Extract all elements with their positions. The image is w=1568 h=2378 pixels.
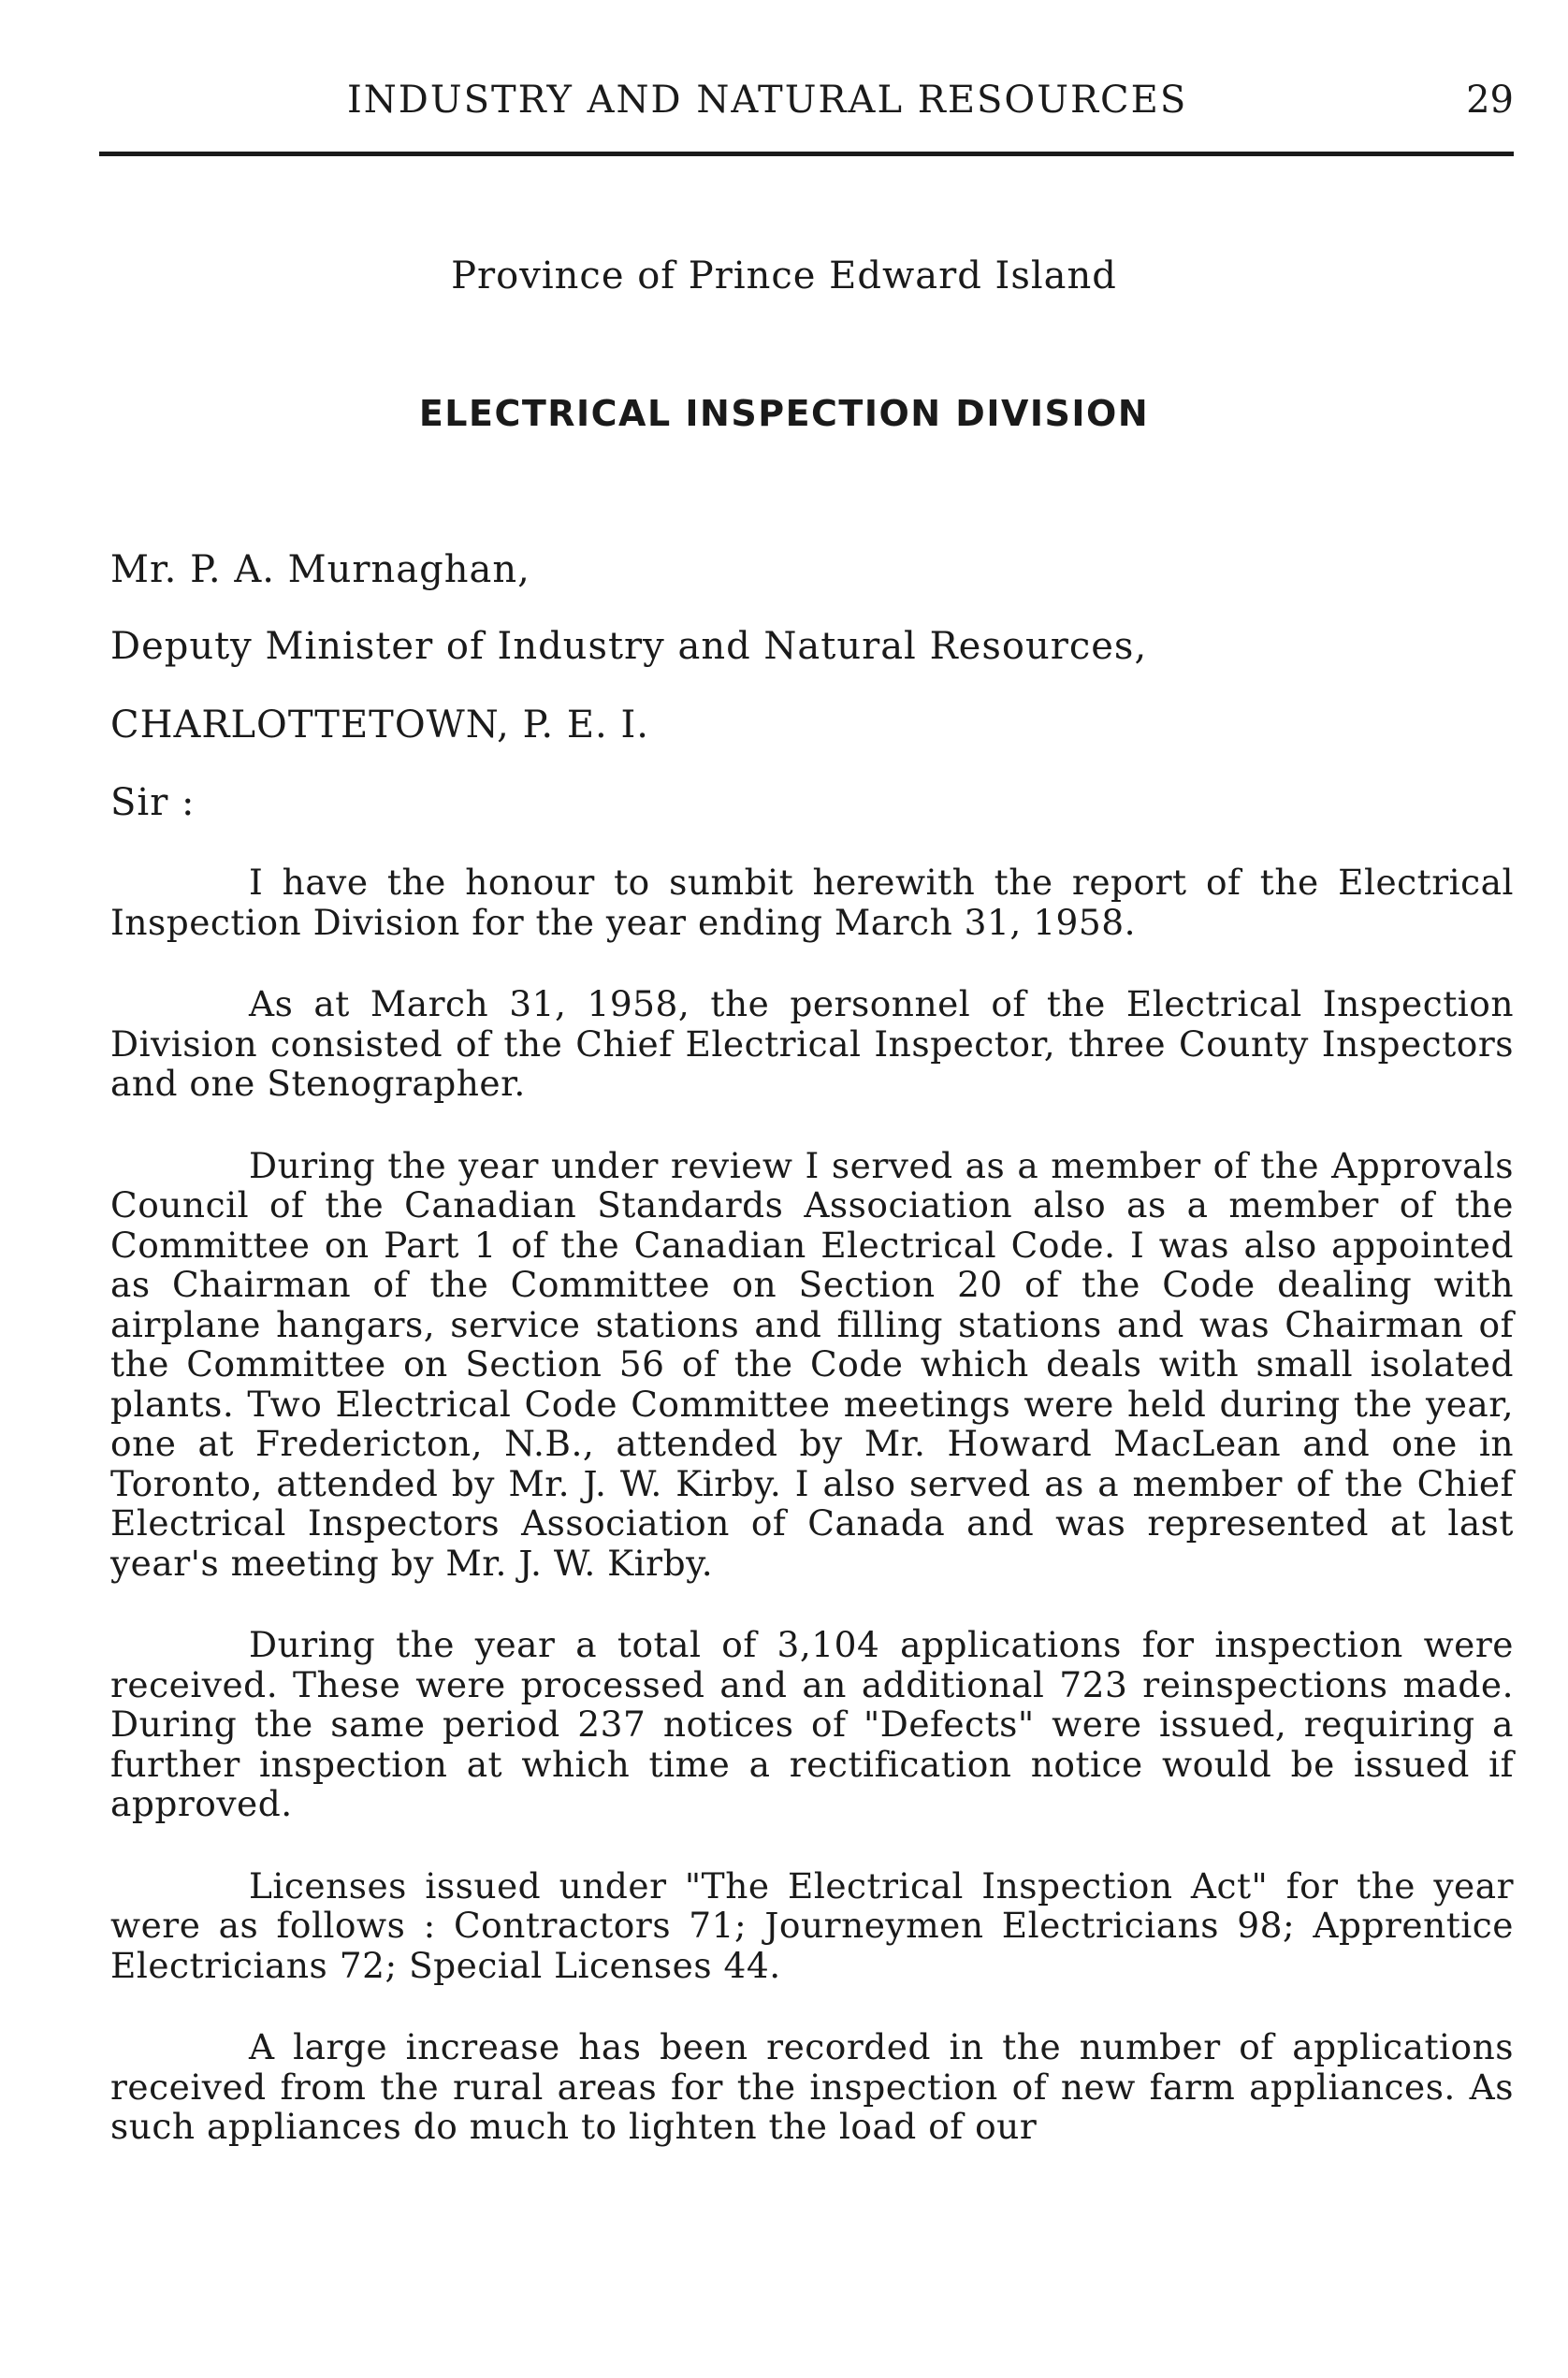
- page-number: 29: [1466, 79, 1514, 122]
- letter-body: [110, 863, 1514, 2189]
- paragraph-applications: During the year a total of 3,104 applications for inspection were received. These were processed and an additional 723 reinspections made. During the same period 237 notices of "Defects" were issued, requiring a further inspection at which time a rectification notice would be issued if approved.: [110, 1624, 1514, 1824]
- addressee-position: Deputy Minister of Industry and Natural Resources,: [110, 625, 1148, 668]
- paragraph-rural-increase: A large increase has been recorded in the number of applications received from the rural areas for the inspection of new farm appliances. As such appliances do much to lighten the load of our: [110, 2026, 1514, 2147]
- header-rule: [99, 152, 1514, 156]
- addressee-city: CHARLOTTETOWN, P. E. I.: [110, 703, 649, 747]
- salutation: Sir :: [110, 781, 196, 824]
- page-header: [99, 73, 1514, 138]
- paragraph-licenses: Licenses issued under "The Electrical Inspection Act" for the year were as follows : Contractors 71; Journeymen Electricians 98; Apprentice Electricians 72; Special Licenses 44.: [110, 1864, 1514, 1986]
- province-heading: Province of Prince Edward Island: [451, 254, 1117, 297]
- division-heading: ELECTRICAL INSPECTION DIVISION: [418, 393, 1150, 434]
- addressee-name: Mr. P. A. Murnaghan,: [110, 548, 530, 591]
- paragraph-personnel: As at March 31, 1958, the personnel of the Electrical Inspection Division consisted of the Chief Electrical Inspector, three County Inspectors and one Stenographer.: [110, 983, 1514, 1104]
- running-title: INDUSTRY AND NATURAL RESOURCES: [347, 79, 1188, 122]
- paragraph-submission: I have the honour to sumbit herewith the report of the Electrical Inspection Division for the year ending March 31, 1958.: [110, 862, 1514, 943]
- paragraph-committees: During the year under review I served as a member of the Approvals Council of the Canadian Standards Association also as a member of the Committee on Part 1 of the Canadian Electrical Code. I was also appointed as Chairman of the Committee on Section 20 of the Code dealing with airplane hangars, service stations and filling stations and was Chairman of the Committee on Section 56 of the Code which deals with small isolated plants. Two Electrical Code Committee meetings were held during the year, one at Fredericton, N.B., attended by Mr. Howard MacLean and one in Toronto, attended by Mr. J. W. Kirby. I also served as a member of the Chief Electrical Inspectors Association of Canada and was represented at last year's meeting by Mr. J. W. Kirby.: [110, 1144, 1514, 1584]
